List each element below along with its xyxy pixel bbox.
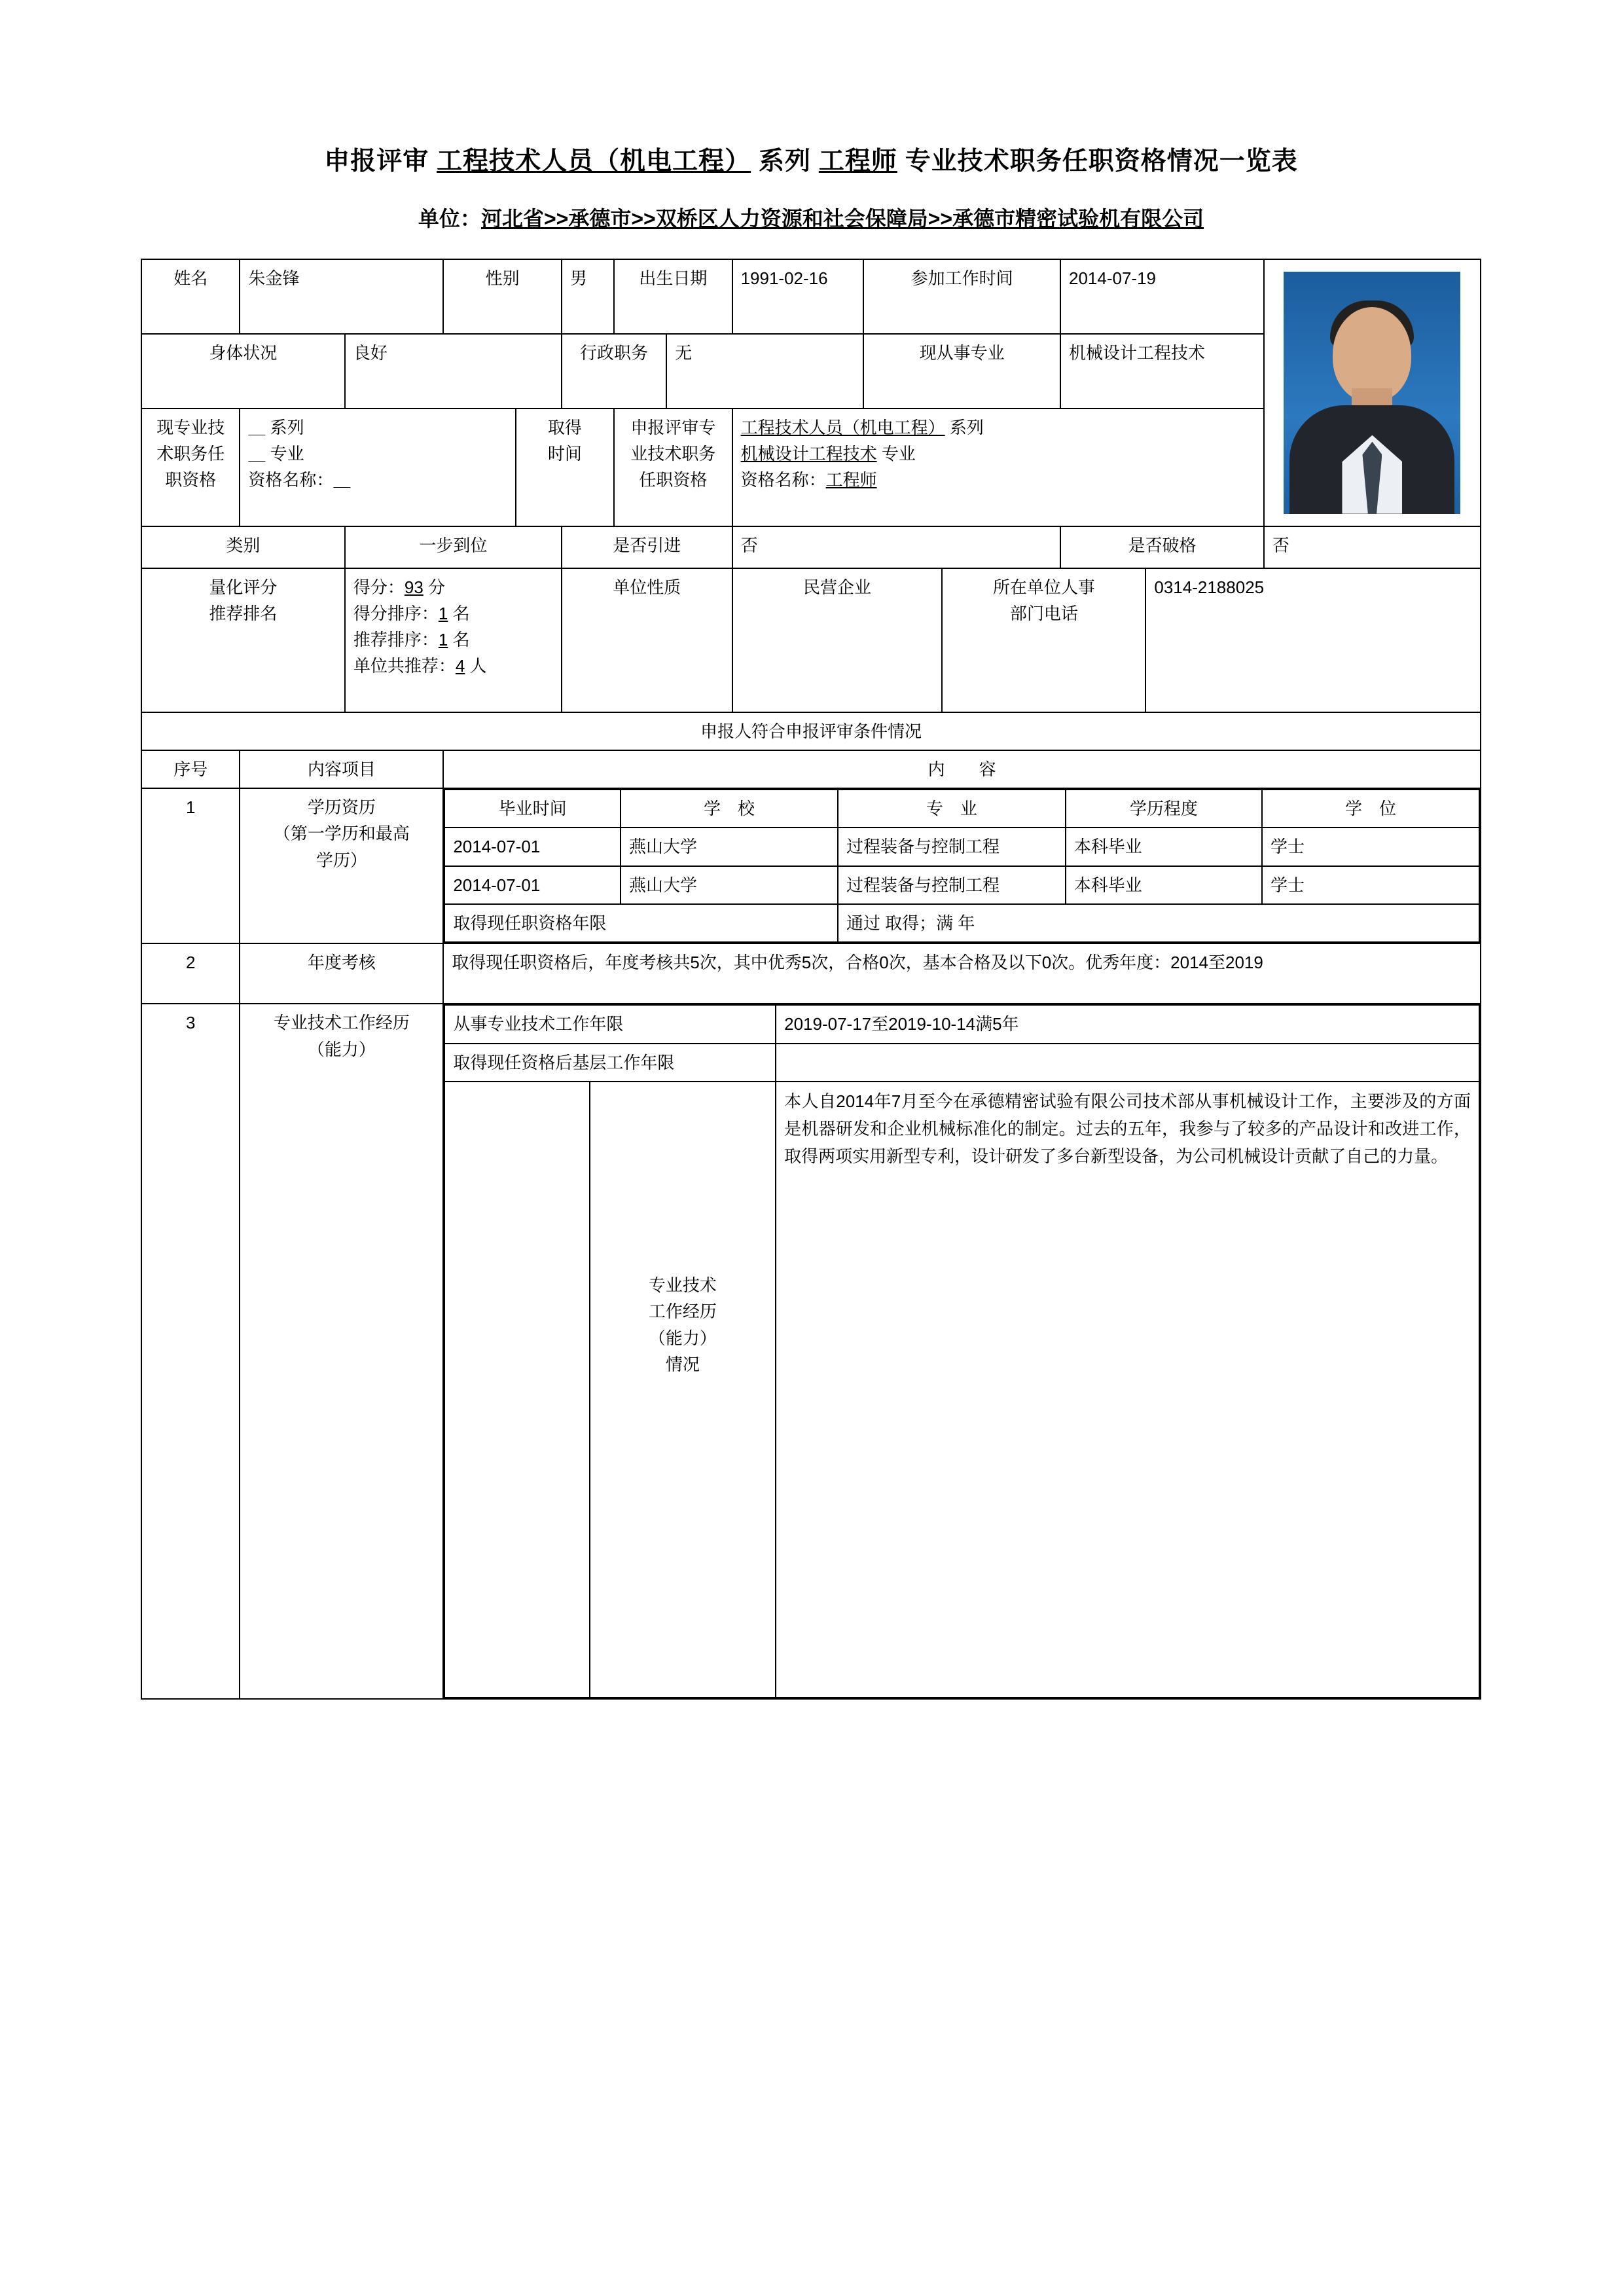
edu-item-l3: 学历） bbox=[315, 850, 367, 870]
label-name: 姓名 bbox=[141, 259, 240, 334]
label-admin: 行政职务 bbox=[562, 334, 666, 409]
apply-series-line bbox=[741, 414, 1255, 441]
total-suffix: 人 bbox=[469, 656, 487, 676]
edu-cell-1-4: 学士 bbox=[1262, 866, 1479, 904]
edu-header-3: 学历程度 bbox=[1066, 790, 1262, 828]
label-gender: 性别 bbox=[443, 259, 562, 334]
value-health: 良好 bbox=[345, 334, 562, 409]
label-score-l1: 量化评分 bbox=[209, 577, 278, 597]
label-unit-nature: 单位性质 bbox=[562, 568, 732, 712]
edu-years-label: 取得现任职资格年限 bbox=[444, 904, 838, 942]
title-mid: 系列 bbox=[758, 147, 811, 175]
label-hr-phone-l2: 部门电话 bbox=[1009, 603, 1078, 623]
rank-suffix: 名 bbox=[452, 603, 470, 623]
exp-body-row bbox=[444, 1082, 1479, 1698]
edu-years-value: 通过 取得；满 年 bbox=[838, 904, 1479, 942]
label-score-block bbox=[141, 568, 345, 712]
exp-body-cell bbox=[776, 1082, 1479, 1698]
label-obtain-time-l2: 时间 bbox=[547, 443, 582, 464]
edu-table bbox=[444, 789, 1480, 943]
value-hr-phone: 0314-2188025 bbox=[1145, 568, 1481, 712]
apply-name-value: 工程师 bbox=[825, 470, 877, 490]
score-suffix: 分 bbox=[428, 577, 446, 597]
apply-major-suffix: 专业 bbox=[881, 443, 916, 464]
col-header-no: 序号 bbox=[141, 750, 240, 788]
label-current-qualification-l3: 职资格 bbox=[165, 470, 217, 490]
exp-sub-label bbox=[590, 1082, 776, 1698]
edu-header-row bbox=[444, 790, 1479, 828]
rec-suffix: 名 bbox=[452, 630, 470, 650]
exp-years-label: 从事专业技术工作年限 bbox=[444, 1005, 776, 1043]
edu-header-4: 学 位 bbox=[1262, 790, 1479, 828]
edu-header-1: 学 校 bbox=[621, 790, 838, 828]
row-score bbox=[141, 568, 1481, 712]
label-apply-qualification bbox=[614, 409, 732, 526]
title-rank: 工程师 bbox=[818, 147, 897, 175]
exp-grass-row bbox=[444, 1044, 1479, 1082]
edu-content bbox=[443, 788, 1481, 943]
apply-major-line bbox=[741, 441, 1255, 467]
rec-prefix: 推荐排序： bbox=[353, 630, 439, 650]
title-suffix: 专业技术职务任职资格情况一览表 bbox=[905, 147, 1298, 175]
label-category: 类别 bbox=[141, 526, 345, 568]
edu-header-2: 专 业 bbox=[838, 790, 1066, 828]
total-prefix: 单位共推荐： bbox=[353, 656, 456, 676]
row-category bbox=[141, 526, 1481, 568]
apply-name-label: 资格名称： bbox=[740, 470, 826, 490]
edu-header-0: 毕业时间 bbox=[444, 790, 621, 828]
row-basic-1 bbox=[141, 259, 1481, 334]
value-apply-qualification bbox=[732, 409, 1264, 526]
label-obtain-time-l1: 取得 bbox=[547, 417, 582, 437]
row-section-header bbox=[141, 712, 1481, 750]
row-education bbox=[141, 788, 1481, 943]
row-experience bbox=[141, 1004, 1481, 1699]
value-name: 朱金锋 bbox=[240, 259, 443, 334]
rec-value: 1 bbox=[438, 630, 448, 650]
edu-cell-0-0: 2014-07-01 bbox=[444, 828, 621, 866]
label-imported: 是否引进 bbox=[562, 526, 732, 568]
col-header-content: 内 容 bbox=[443, 750, 1481, 788]
score-line bbox=[353, 574, 553, 600]
edu-no: 1 bbox=[141, 788, 240, 943]
edu-item-l1: 学历资历 bbox=[307, 797, 376, 818]
label-apply-l3: 任职资格 bbox=[639, 470, 708, 490]
value-birth: 1991-02-16 bbox=[732, 259, 864, 334]
exp-years-row bbox=[444, 1005, 1479, 1043]
section-header: 申报人符合申报评审条件情况 bbox=[141, 712, 1481, 750]
rank-value: 1 bbox=[438, 603, 448, 623]
edu-row-0 bbox=[444, 828, 1479, 866]
value-score-block bbox=[345, 568, 562, 712]
edu-row-1 bbox=[444, 866, 1479, 904]
current-name: 资格名称：＿ bbox=[248, 470, 351, 490]
edu-cell-1-0: 2014-07-01 bbox=[444, 866, 621, 904]
rank-prefix: 得分排序： bbox=[353, 603, 439, 623]
annual-item: 年度考核 bbox=[240, 943, 443, 1004]
label-current-qualification-l2: 术职务任 bbox=[156, 443, 225, 464]
exp-item bbox=[240, 1004, 443, 1699]
apply-series-suffix: 系列 bbox=[949, 417, 984, 437]
apply-series: 工程技术人员（机电工程） bbox=[740, 417, 945, 437]
label-apply-l2: 业技术职务 bbox=[630, 443, 716, 464]
exp-sub-label-l3: （能力） bbox=[648, 1328, 717, 1348]
value-imported: 否 bbox=[732, 526, 1060, 568]
exp-item-l2: （能力） bbox=[307, 1039, 376, 1059]
current-major: ＿ 专业 bbox=[248, 443, 304, 464]
page-title bbox=[141, 144, 1481, 180]
edu-cell-0-2: 过程装备与控制工程 bbox=[838, 828, 1066, 866]
total-line bbox=[353, 653, 553, 679]
col-header-item: 内容项目 bbox=[240, 750, 443, 788]
exp-sub-label-l2: 工作经历 bbox=[648, 1302, 717, 1322]
apply-major: 机械设计工程技术 bbox=[740, 443, 877, 464]
row-annual-review bbox=[141, 943, 1481, 1004]
unit-label: 单位： bbox=[418, 206, 481, 230]
value-major: 机械设计工程技术 bbox=[1060, 334, 1264, 409]
edu-years-row bbox=[444, 904, 1479, 942]
main-form-table bbox=[141, 259, 1481, 1700]
value-admin: 无 bbox=[666, 334, 863, 409]
score-prefix: 得分： bbox=[353, 577, 405, 597]
rank-line bbox=[353, 600, 553, 627]
label-apply-l1: 申报评审专 bbox=[630, 417, 716, 437]
score-value: 93 bbox=[404, 577, 424, 597]
value-workstart: 2014-07-19 bbox=[1060, 259, 1264, 334]
apply-name-line bbox=[741, 467, 1255, 493]
exp-table bbox=[444, 1004, 1480, 1698]
edu-cell-1-1: 燕山大学 bbox=[621, 866, 838, 904]
unit-value: 河北省>>承德市>>双桥区人力资源和社会保障局>>承德市精密试验机有限公司 bbox=[480, 206, 1204, 230]
label-exception: 是否破格 bbox=[1060, 526, 1264, 568]
exp-body-text: 本人自2014年7月至今在承德精密试验有限公司技术部从事机械设计工作，主要涉及的方面是机器研发和企业机械标准化的制定。过去的五年，我参与了较多的产品设计和改进工作，取得两项实用新型专利，设计研发了多台新型设备，为公司机械设计贡献了自己的力量。 bbox=[784, 1091, 1471, 1167]
title-series: 工程技术人员（机电工程） bbox=[437, 147, 751, 175]
edu-item-l2: （第一学历和最高 bbox=[273, 824, 410, 844]
edu-cell-0-4: 学士 bbox=[1262, 828, 1479, 866]
value-category: 一步到位 bbox=[345, 526, 562, 568]
edu-cell-0-3: 本科毕业 bbox=[1066, 828, 1262, 866]
label-current-qualification bbox=[141, 409, 240, 526]
label-health: 身体状况 bbox=[141, 334, 345, 409]
exp-years-value: 2019-07-17至2019-10-14满5年 bbox=[776, 1005, 1479, 1043]
exp-sub-label-l4: 情况 bbox=[665, 1354, 700, 1374]
unit-subtitle bbox=[141, 202, 1481, 232]
total-value: 4 bbox=[455, 656, 465, 676]
rec-line bbox=[353, 627, 553, 653]
label-hr-phone bbox=[942, 568, 1145, 712]
title-prefix: 申报评审 bbox=[324, 147, 429, 175]
exp-content bbox=[443, 1004, 1481, 1699]
edu-item bbox=[240, 788, 443, 943]
photo-image bbox=[1284, 272, 1460, 514]
applicant-photo bbox=[1264, 259, 1481, 526]
exp-sub-label-l1: 专业技术 bbox=[648, 1275, 717, 1295]
label-major: 现从事专业 bbox=[863, 334, 1060, 409]
value-unit-nature: 民营企业 bbox=[732, 568, 943, 712]
annual-no: 2 bbox=[141, 943, 240, 1004]
value-exception: 否 bbox=[1264, 526, 1481, 568]
label-obtain-time bbox=[516, 409, 614, 526]
row-column-headers bbox=[141, 750, 1481, 788]
label-birth: 出生日期 bbox=[614, 259, 732, 334]
label-current-qualification-l1: 现专业技 bbox=[156, 417, 225, 437]
edu-cell-1-3: 本科毕业 bbox=[1066, 866, 1262, 904]
annual-content: 取得现任职资格后，年度考核共5次，其中优秀5次，合格0次，基本合格及以下0次。优秀年度：2014至2019 bbox=[443, 943, 1481, 1004]
exp-spacer bbox=[444, 1082, 589, 1698]
label-hr-phone-l1: 所在单位人事 bbox=[992, 577, 1095, 597]
exp-grass-value bbox=[776, 1044, 1479, 1082]
label-score-l2: 推荐排名 bbox=[209, 603, 278, 623]
label-workstart: 参加工作时间 bbox=[863, 259, 1060, 334]
edu-cell-1-2: 过程装备与控制工程 bbox=[838, 866, 1066, 904]
exp-grass-label: 取得现任资格后基层工作年限 bbox=[444, 1044, 776, 1082]
exp-item-l1: 专业技术工作经历 bbox=[273, 1013, 410, 1033]
exp-no: 3 bbox=[141, 1004, 240, 1699]
current-series: ＿ 系列 bbox=[248, 417, 304, 437]
value-gender: 男 bbox=[562, 259, 614, 334]
edu-cell-0-1: 燕山大学 bbox=[621, 828, 838, 866]
value-current-qualification bbox=[240, 409, 515, 526]
